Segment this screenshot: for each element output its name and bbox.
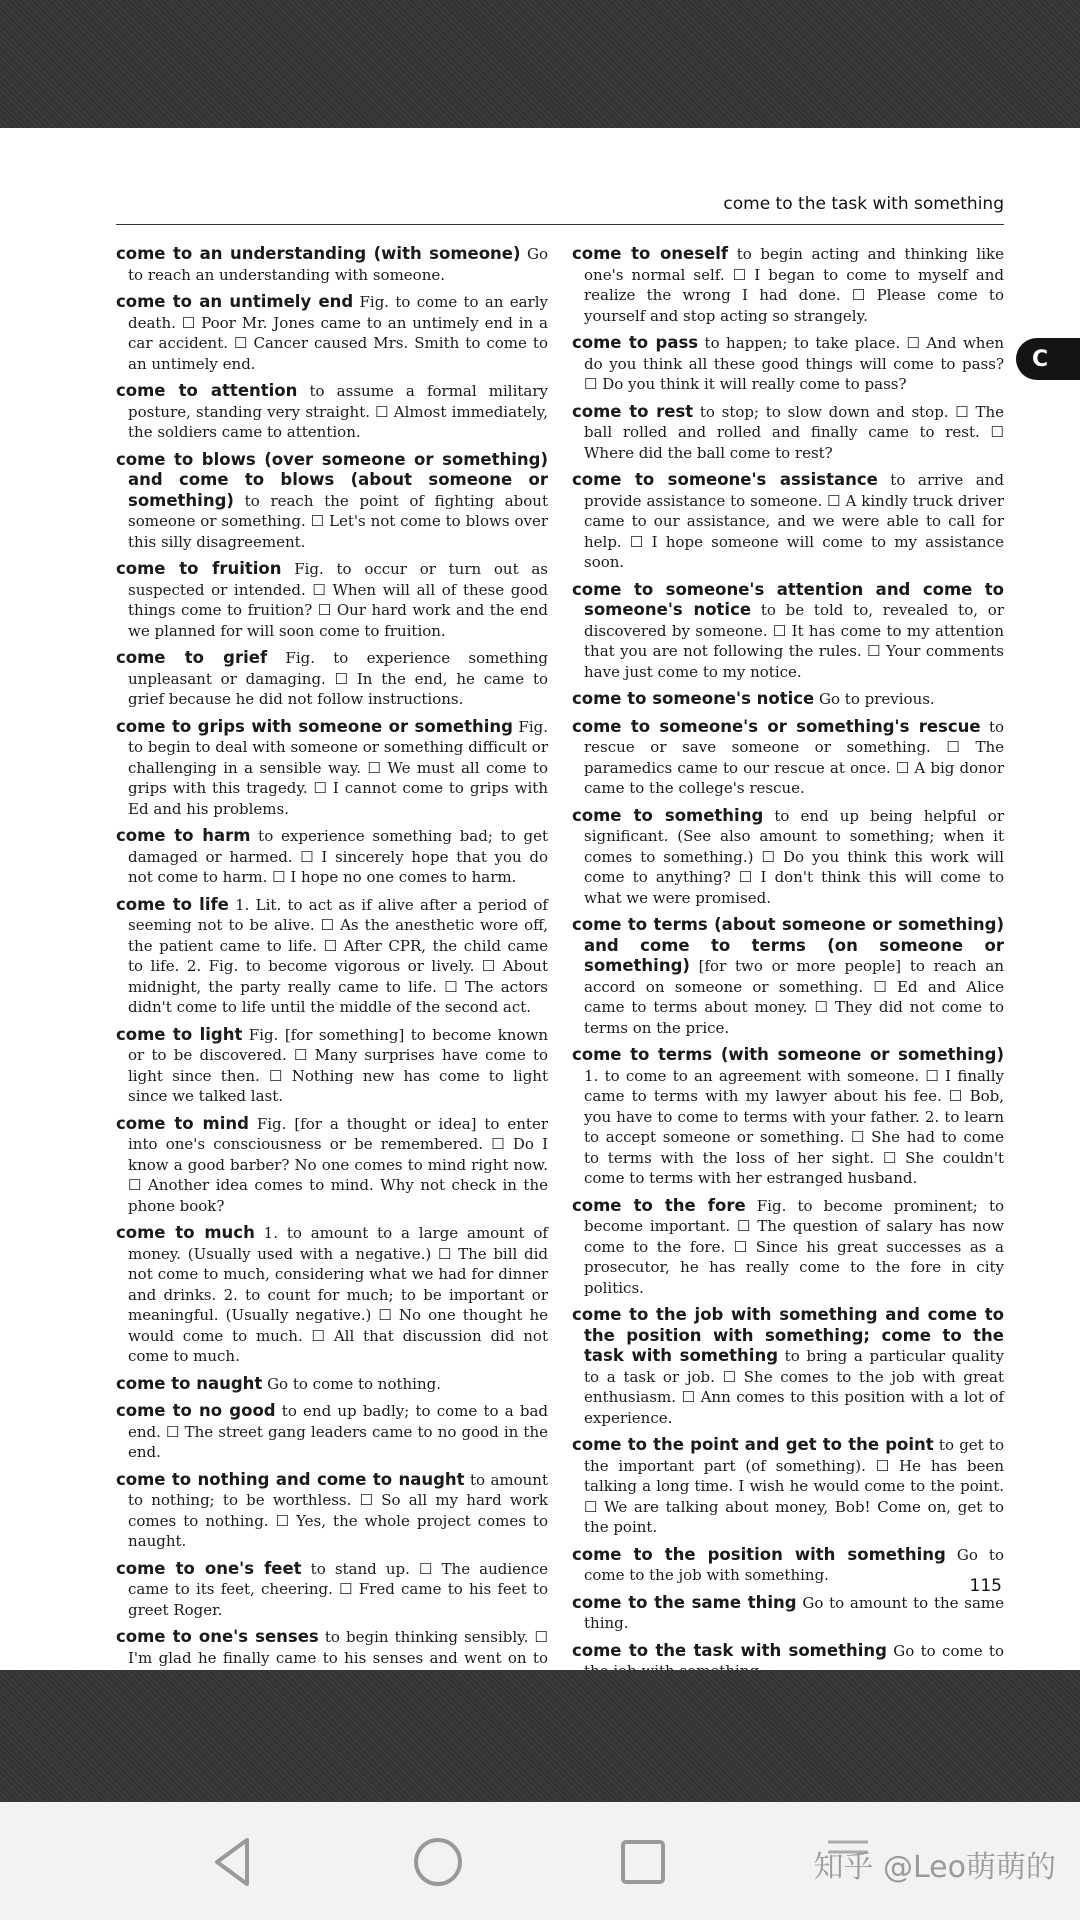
headword: come to the same thing: [572, 1592, 797, 1612]
headword: come to the point and get to the point: [572, 1435, 934, 1454]
entry: [116, 381, 548, 443]
definition: to arrive and provide assistance to someone. ☐ A kindly truck driver came to our assistance, and we were able to call for help. ☐ I hope someone will come to my assistance soon.: [584, 471, 1004, 571]
headword: come to blows (over someone or something) and come to blows (about someone or something): [116, 449, 548, 510]
headword: come to the fore: [572, 1195, 746, 1215]
headword: come to the task with something: [572, 1640, 887, 1660]
headword: come to rest: [572, 401, 694, 421]
entry: [572, 333, 1004, 395]
definition: Go to come to: [893, 1641, 1004, 1660]
entry: [116, 826, 548, 888]
definition: [for two or more people] to reach an accord on someone or something. ☐ Ed and Alice came to terms about money. ☐ They did not come to terms on the price.: [584, 957, 1004, 1037]
entry: [116, 1401, 548, 1463]
left-column: [116, 244, 548, 1716]
dictionary-page: [0, 128, 1080, 1670]
entry: [116, 1025, 548, 1107]
entry: [572, 1593, 1004, 1634]
square-recents-icon: [615, 1834, 671, 1890]
definition: Go to reach an understanding with someone.: [128, 245, 548, 284]
headword: come to someone's assistance: [572, 470, 878, 489]
definition: to get to the important part (of something). ☐ He has been talking a long time. I wish he would come to the point. ☐ We are talking about money, Bob! Come on, get to the point.: [584, 1436, 1004, 1536]
definition: to begin acting and thinking like one's normal self. ☐ I began to come to myself and realize the wrong I had done. ☐ Please come to yourself and stop acting so strangely.: [584, 245, 1004, 325]
entry: [116, 292, 548, 374]
top-dark-margin: [0, 0, 1080, 128]
definition: Fig. [for a thought or idea] to enter into one's consciousness or be remembered. ☐ Do I know a good barber? No one comes to mind right now. ☐ Another idea comes to mind. Why not check in the phone book?: [128, 1114, 548, 1215]
entry: [572, 580, 1004, 683]
definition: to rescue or save someone or something. ☐ The paramedics came to our rescue at once. ☐ A big donor came to the college's rescue.: [584, 717, 1005, 797]
watermark: 知乎 @Leo萌萌的: [813, 1850, 1056, 1885]
entry: [116, 717, 548, 820]
definition: to assume a formal military posture, standing very straight. ☐ Almost immediately, the soldiers came to attention.: [128, 382, 549, 441]
definition: to happen; to take place. ☐ And when do you think all these good things will come to pass? ☐ Do you think it will really come to pass?: [584, 334, 1004, 393]
headword: come to the position with something: [572, 1544, 946, 1564]
running-head: come to the task with something: [723, 194, 1004, 214]
headword: come to terms (about someone or something) and come to terms (on someone or something): [572, 915, 1004, 975]
entry: [116, 450, 548, 553]
headword: come to mind: [116, 1113, 249, 1133]
entry: [572, 689, 1004, 710]
definition: to begin thinking sensibly. ☐ I'm glad he finally came to his senses and went on to: [128, 1628, 548, 1667]
triangle-back-icon: [205, 1834, 261, 1890]
entry: [116, 895, 548, 1018]
definition: to amount to nothing; to be worthless. ☐ So all my hard work comes to nothing. ☐ Yes, the whole project comes to naught.: [128, 1470, 548, 1550]
definition: to reach the point of fighting about someone or something. ☐ Let's not come to blows over this silly disagreement.: [128, 491, 548, 551]
headword: come to one's senses: [116, 1627, 319, 1646]
entry: [572, 915, 1004, 1038]
entry: [116, 1374, 548, 1395]
entry: [116, 1470, 548, 1552]
headword: come to an untimely end: [116, 292, 354, 311]
headword: come to one's feet: [116, 1558, 302, 1578]
definition: Fig. to experience something unpleasant or damaging. ☐ In the end, he came to grief because he did not follow instructions.: [128, 649, 549, 708]
entry: [116, 1559, 548, 1621]
definition: Fig. [for something] to become known or to be discovered. ☐ Many surprises have come to light since then. ☐ Nothing new has come to light since we talked last.: [128, 1025, 549, 1105]
right-column: [572, 244, 1004, 1689]
entry: [116, 648, 548, 710]
circle-home-icon: [410, 1834, 466, 1890]
definition: Fig. to begin to deal with someone or something difficult or challenging in a sensible way. ☐ We must all come to grips with this tragedy. ☐ I cannot come to grips with Ed and his problems.: [128, 717, 548, 818]
headword: come to much: [116, 1223, 255, 1242]
headword: come to no good: [116, 1401, 276, 1420]
definition: 1. to come to an agreement with someone. ☐ I finally came to terms with my lawyer about his fee. ☐ Bob, you have to come to terms with your father. 2. to learn to accept someone or something. ☐ She had to come to terms with the loss of her sight. ☐ She couldn't come to terms with her estranged husband.: [584, 1066, 1004, 1187]
definition: Go to amount to the same thing.: [584, 1593, 1004, 1632]
definition: to experience something bad; to get damaged or harmed. ☐ I sincerely hope that you do not come to harm. ☐ I hope no one comes to harm.: [128, 827, 548, 886]
headword: come to grips with someone or something: [116, 716, 513, 736]
definition: 1. to amount to a large amount of money. (Usually used with a negative.) ☐ The bill did not come to much, considering what we had for dinner and drinks. 2. to count for much; to be important or meaningful. (Usually negative.) ☐ No one thought he would come to much. ☐ All that discussion did not come to much.: [128, 1224, 548, 1365]
recents-button[interactable]: [615, 1834, 671, 1890]
definition: to bring a particular quality to a task or job. ☐ She comes to the job with great enthusiasm. ☐ Ann comes to this position with a lot of experience.: [584, 1347, 1004, 1427]
entry: [116, 559, 548, 641]
entry: [572, 244, 1004, 326]
headword: come to something: [572, 805, 764, 825]
headword: come to nothing and come to naught: [116, 1469, 465, 1489]
entry: [572, 1435, 1004, 1538]
definition: to stand up. ☐ The audience came to its feet, cheering. ☐ Fred came to his feet to greet Roger.: [128, 1559, 548, 1619]
definition: 1. Lit. to act as if alive after a period of seeming not to be alive. ☐ As the anesthetic wore off, the patient came to life. ☐ After CPR, the child came to life. 2. Fig. to become vigorous or lively. ☐ About midnight, the party really came to life. ☐ The actors didn't come to life until the middle of the second act.: [128, 895, 548, 1016]
headword: come to grief: [116, 648, 268, 667]
definition: Go to previous.: [814, 690, 935, 708]
headword: come to harm: [116, 826, 251, 845]
entry: [116, 1114, 548, 1217]
entry: [572, 806, 1004, 909]
headword: come to attention: [116, 381, 298, 400]
definition: to end up being helpful or significant. (See also amount to something; when it comes to something.) ☐ Do you think this work will come to anything? ☐ I don't think this will come to what we were promised.: [584, 806, 1004, 907]
definition: Go to come to nothing.: [262, 1374, 442, 1393]
entry: [116, 244, 548, 285]
headword: come to oneself: [572, 244, 729, 263]
headword: come to fruition: [116, 559, 282, 578]
entry: [572, 402, 1004, 464]
entry: [572, 717, 1004, 799]
headword: come to someone's attention and come to someone's notice: [572, 579, 1004, 619]
thumb-tab-letter: C: [1016, 338, 1080, 380]
definition: to stop; to slow down and stop. ☐ The ball rolled and rolled and finally came to rest. ☐ Where did the ball come to rest?: [584, 402, 1004, 462]
definition: Fig. to become prominent; to become important. ☐ The question of salary has now come to the fore. ☐ Since his great successes as a prosecutor, he has really come to the fore in city politics.: [584, 1196, 1005, 1297]
headword: come to naught: [116, 1373, 263, 1393]
headword: come to light: [116, 1024, 243, 1044]
headword: come to terms (with someone or something): [572, 1045, 1004, 1064]
definition: Go to come to the job with something.: [584, 1545, 1004, 1584]
entry: [572, 1545, 1004, 1586]
definition: Fig. to come to an early death. ☐ Poor Mr. Jones came to an untimely end in a car accident. ☐ Cancer caused Mrs. Smith to come to an untimely end.: [128, 293, 548, 373]
back-button[interactable]: [205, 1834, 261, 1890]
entry: [116, 1223, 548, 1367]
header-rule: [116, 224, 1004, 225]
entry: [572, 1045, 1004, 1189]
entry: [572, 1305, 1004, 1428]
headword: come to life: [116, 894, 229, 914]
headword: come to pass: [572, 333, 699, 352]
bottom-dark-margin: [0, 1670, 1080, 1802]
home-button[interactable]: [410, 1834, 466, 1890]
definition: Fig. to occur or turn out as suspected or intended. ☐ When will all of these good things come to fruition? ☐ Our hard work and the end we planned for will soon come to fruition.: [128, 560, 548, 640]
headword: come to someone's notice: [572, 689, 815, 708]
entry: [572, 1196, 1004, 1299]
definition: to end up badly; to come to a bad end. ☐ The street gang leaders came to no good in the end.: [128, 1402, 548, 1461]
headword: come to an understanding (with someone): [116, 244, 521, 263]
headword: come to someone's or something's rescue: [572, 716, 981, 736]
definition: to be told to, revealed to, or discovered by someone. ☐ It has come to my attention that you are not following the rules. ☐ Your comments have just come to my notice.: [584, 601, 1004, 681]
headword: come to the job with something and come to the position with something; come to the task with something: [572, 1305, 1004, 1365]
system-nav-bar: [0, 1802, 1080, 1920]
page-number: 115: [969, 1576, 1002, 1596]
entry: [572, 470, 1004, 573]
